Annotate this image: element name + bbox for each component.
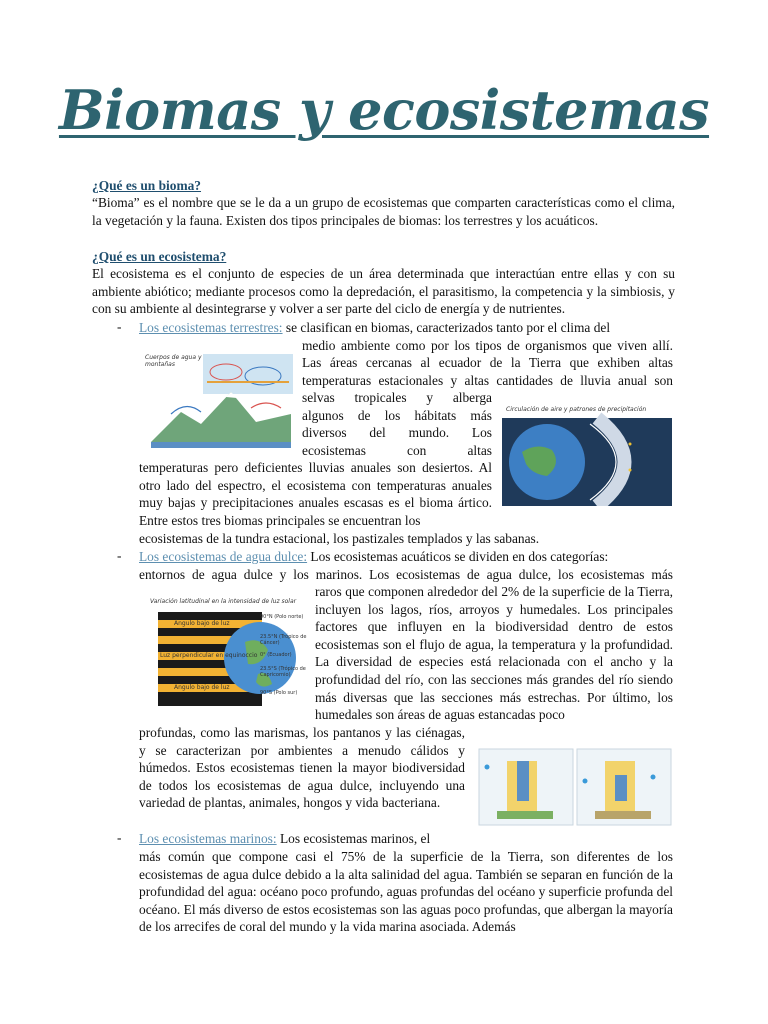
terrestres-line-8: ecosistemas con altas [302, 443, 492, 458]
terrestres-link[interactable]: Los ecosistemas terrestres: [139, 320, 283, 335]
bioma-heading: ¿Qué es un bioma? [92, 178, 202, 193]
dulce-paragraph: raros que componen alrededor del 2% de la superficie de la Tierra, incluyen los lagos, ríos, arroyos y humedales. Los principales factores que influyen en la biodiversidad dentro de estos ecosistemas son el flujo de agua, la temperatura y la profundidad. La diversidad de especies está relacionada con el ancho y la profundidad del río, con las secciones más grandes del río siendo más diversas que las secciones más estrechas. Por último, los humedales son áreas de aguas estancadas poco [315, 584, 673, 723]
figure-variacion-latitudinal: Variación latitudinal en la intensidad de luz solar Atmósfera Ángulo bajo de luz Luz perpendicular en equinoccio Ángulo bajo de luz 90°N (Polo norte) 23.5°N (Trópico de Cáncer) 0° (Ecuador) 23.5°S (Trópico de Capricornio) 90°S (Polo sur) [150, 598, 310, 708]
figure-cuerpos-de-agua: Cuerpos de agua y montañas [141, 352, 296, 450]
ecosistema-paragraph: El ecosistema es el conjunto de especies de un área determinada que interactúan entre ellas y con su ambiente abiótico; mediante procesos como la depredación, el parasitismo, la competencia y la simbiosis, y con su ambiente al desintegrarse y volver a ser parte del ciclo de energía y de nutrientes. [92, 266, 675, 317]
dulce-line-1: Los ecosistemas de agua dulce: Los ecosistemas acuáticos se dividen en dos categorías: [139, 549, 609, 564]
dulce-link[interactable]: Los ecosistemas de agua dulce: [139, 549, 308, 564]
marinos-link[interactable]: Los ecosistemas marinos: [139, 831, 277, 846]
globe-illustration [502, 404, 672, 506]
terrestres-last-line: ecosistemas de la tundra estacional, los pastizales templados y las sabanas. [139, 531, 540, 546]
figure-circulacion-aire: Circulación de aire y patrones de precipitación [502, 404, 672, 506]
ecosistema-heading: ¿Qué es un ecosistema? [92, 249, 227, 264]
terrestres-paragraph: temperaturas pero deficientes lluvias anuales son desiertos. Al otro lado del espectro, el ecosistema con temperaturas anuales muy bajas y precipitaciones anuales escasas es el bioma ártico. Entre estos tres biomas principales se encuentran los [139, 460, 492, 528]
terrestres-line-5: selvas tropicales y alberga [302, 390, 492, 405]
terrestres-line-2: medio ambiente como por los tipos de organismos que viven allí. [302, 338, 673, 353]
bullet-dash: - [117, 830, 122, 845]
bullet-dash: - [117, 319, 122, 334]
terrestres-line-7: diversos del mundo. Los [302, 425, 492, 440]
vegetation-panels-illustration [477, 747, 673, 827]
marinos-paragraph: más común que compone casi el 75% de la superficie de la Tierra, son diferentes de los ecosistemas de agua dulce debido a la alta salinidad del agua. También se separan en función de la profundidad del agua: océano poco profundo, aguas profundas del océano y superficie profunda del océano. El más diverso de estos ecosistemas son las aguas poco profundas, que albergan la mayoría de los arrecifes de coral del mundo y la vida marina asociada. Además [139, 849, 673, 935]
dulce-paragraph-low: profundas, como las marismas, los pantanos y las ciénagas, y se caracterizan por ambientes a menudo cálidos y húmedos. Estos ecosistemas tienen la mayor biodiversidad de todos los ecosistemas de agua dulce, incluyendo una variedad de plantas, animales, hongos y vida bacteriana. [139, 725, 465, 811]
dulce-line-2: entornos de agua dulce y los marinos. Los ecosistemas de agua dulce, los ecosistemas más [139, 567, 673, 582]
figure-superficie-vegetacion [477, 747, 673, 827]
terrestres-line-6: algunos de los hábitats más [302, 408, 492, 423]
bullet-dash: - [117, 548, 122, 563]
terrestres-line-4: temperaturas estacionales y altas cantidades de lluvia anual son [302, 373, 673, 388]
terrestres-line-1: Los ecosistemas terrestres: se clasifican en biomas, caracterizados tanto por el clima del [139, 320, 611, 335]
bioma-paragraph: “Bioma” es el nombre que se le da a un grupo de ecosistemas que comparten características como el clima, la vegetación y la fauna. Existen dos tipos principales de biomas: los terrestres y los acuáticos. [92, 195, 675, 228]
marinos-line-1: Los ecosistemas marinos: Los ecosistemas marinos, el [139, 831, 431, 846]
page-title: Biomas y ecosistemas [58, 78, 710, 142]
terrestres-line-3: Las áreas cercanas al ecuador de la Tierra que exhiben altas [302, 355, 673, 370]
